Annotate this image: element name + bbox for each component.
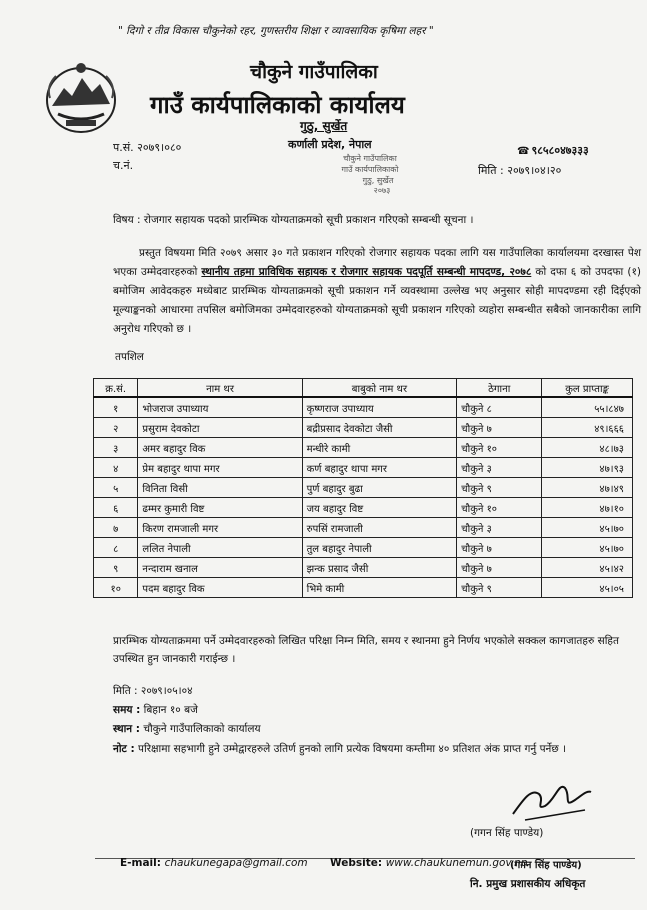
table-row — [94, 418, 633, 438]
cell-serial: २ — [94, 418, 138, 438]
exam-time — [113, 703, 198, 717]
cell-score: ४५।७० — [542, 538, 633, 558]
stamp-line-1: चौकुने गाउँपालिका — [343, 154, 397, 163]
cell-name: प्रसुराम देवकोटा — [138, 418, 302, 438]
cell-father: पुर्ण बहादुर बुढा — [302, 478, 457, 498]
org-name: चौकुने गाउँपालिका — [250, 61, 378, 83]
cell-serial: ३ — [94, 438, 138, 458]
stamp-line-4: २०७३ — [373, 186, 391, 195]
footer-website — [330, 857, 527, 869]
website-value: www.chaukunemun.gov.np — [385, 857, 528, 869]
cell-father: कृष्णराज उपाध्याय — [302, 397, 457, 418]
phone-icon: ☎ — [517, 146, 530, 157]
cell-name: विनिता विसी — [138, 478, 302, 498]
cell-father: झन्क प्रसाद जैसी — [302, 558, 457, 578]
cell-father: रुपसिं रामजाली — [302, 518, 457, 538]
phone-number — [517, 143, 589, 158]
stamp-line-2: गाउँ कार्यपालिकाको — [341, 165, 399, 174]
body-text-1: प्रस्तुत विषयमा मिति २०७९ असार ३० गते प्रकाशन गरिएको रोजगार सहायक पदका लागि यस गाउँपालिका कार्यालयमा दरखास्त पेश भएका उम्मेदवारहरुको — [113, 247, 641, 278]
cell-address: चौकुने ८ — [457, 397, 542, 418]
cell-address: चौकुने ७ — [457, 538, 542, 558]
exam-place-value: चौकुने गाउँपालिकाको कार्यालय — [140, 723, 261, 735]
cell-score: ४७।४९ — [542, 478, 633, 498]
office-location: गुठु, सुर्खेत — [300, 119, 348, 133]
col-address: ठेगाना — [457, 379, 542, 398]
cell-name: नन्दाराम खनाल — [138, 558, 302, 578]
footer-email — [120, 857, 308, 869]
table-row — [94, 478, 633, 498]
schedule-heading: तपशिल — [115, 351, 144, 363]
body-text-2: को दफा ६ को उपदफा (१) बमोजिम आवेदकहरु मध्येबाट प्रारम्भिक योग्यताक्रमको सूची प्रकाशन गर्ने व्यवस्थामा उल्लेख भए अनुसार सोही मापदण्डमा रही दिईएको मूल्याङ्कनको आधारमा तपसिल बमोजिमका उम्मेदवारहरुको योग्यताक्रमको सूची प्रकाशन गरिएको व्यहोरा सम्बन्धीत सबैको जानकारीका लागि अनुरोध गरिएको छ । — [113, 266, 642, 335]
cell-address: चौकुने ७ — [457, 418, 542, 438]
nepal-emblem-logo — [42, 58, 120, 136]
cell-father: बद्रीप्रसाद देवकोटा जैसी — [302, 418, 457, 438]
cell-serial: १० — [94, 578, 138, 598]
exam-date — [113, 684, 193, 698]
exam-place — [113, 722, 261, 736]
cell-serial: ४ — [94, 458, 138, 478]
email-label: E-mail: — [120, 857, 161, 869]
cell-name: प्रेम बहादुर थापा मगर — [138, 458, 302, 478]
cell-address: चौकुने ९ — [457, 578, 542, 598]
exam-place-label: स्थान : — [113, 723, 140, 735]
col-father: बाबुको नाम थर — [302, 379, 457, 398]
col-name: नाम थर — [138, 379, 302, 398]
cell-score: ४८।७३ — [542, 438, 633, 458]
stamp-line-3: गुठु, सुर्खेत — [362, 176, 394, 185]
cell-serial: ८ — [94, 538, 138, 558]
table-row — [94, 458, 633, 478]
dispatch-number: च.नं. — [113, 159, 134, 172]
cell-address: चौकुने ७ — [457, 558, 542, 578]
cell-score: ४९।६६६ — [542, 418, 633, 438]
cell-serial: ५ — [94, 478, 138, 498]
body-underlined: स्थानीय तहमा प्राविधिक सहायक र रोजगार सहायक पदपूर्ति सम्बन्धी मापदण्ड, २०७८ — [201, 266, 532, 278]
cell-address: चौकुने १० — [457, 498, 542, 518]
signatory-name: (गगन सिंह पाण्डेय) — [470, 827, 544, 839]
cell-name: अमर बहादुर विक — [138, 438, 302, 458]
cell-score: ४५।७० — [542, 518, 633, 538]
table-row — [94, 397, 633, 418]
cell-serial: १ — [94, 397, 138, 418]
cell-father: तुल बहादुर नेपाली — [302, 538, 457, 558]
exam-note — [113, 740, 633, 758]
cell-name: किरण रामजाली मगर — [138, 518, 302, 538]
cell-address: चौकुने ९ — [457, 478, 542, 498]
table-row — [94, 578, 633, 598]
exam-date-label: मिति : — [113, 685, 138, 697]
officer-title: नि. प्रमुख प्रशासकीय अधिकृत — [470, 878, 586, 890]
cell-address: चौकुने ३ — [457, 458, 542, 478]
candidate-table — [93, 378, 633, 598]
cell-address: चौकुने ३ — [457, 518, 542, 538]
cell-name: पदम बहादुर विक — [138, 578, 302, 598]
table-row — [94, 438, 633, 458]
exam-time-value: बिहान १० बजे — [140, 704, 198, 716]
cell-name: ललित नेपाली — [138, 538, 302, 558]
office-stamp — [320, 150, 420, 196]
table-row — [94, 538, 633, 558]
exam-intro: प्रारम्भिक योग्यताक्रममा पर्ने उम्मेदवारहरुको लिखित परिक्षा निम्न मिति, समय र स्थानमा हुने निर्णय भएकोले सक्कल कागजातहरु सहित उपस्थित हुन जानकारी गराईन्छ । — [113, 635, 619, 665]
cell-score: ४५।०५ — [542, 578, 633, 598]
table-header-row — [94, 379, 633, 398]
office-name: गाउँ कार्यपालिकाको कार्यालय — [150, 91, 405, 119]
cell-name: भोजराज उपाध्याय — [138, 397, 302, 418]
table-row — [94, 498, 633, 518]
table-row — [94, 518, 633, 538]
cell-score: ४५।४२ — [542, 558, 633, 578]
cell-father: कर्ण बहादुर थापा मगर — [302, 458, 457, 478]
cell-score: ४७।१० — [542, 498, 633, 518]
cell-serial: ९ — [94, 558, 138, 578]
email-value: chaukunegapa@gmail.com — [164, 857, 308, 869]
signatory-name-overprint: (गगन सिंह पाण्डेय) — [510, 860, 582, 871]
letter-date: मिति : २०७९।०४।२० — [478, 164, 562, 177]
website-label: Website: — [330, 857, 383, 869]
cell-serial: ७ — [94, 518, 138, 538]
cell-father: भिमे कामी — [302, 578, 457, 598]
cell-name: ढम्मर कुमारी विष्ट — [138, 498, 302, 518]
exam-note-value: परिक्षामा सहभागी हुने उम्मेद्वारहरुले उतिर्ण हुनको लागि प्रत्येक विषयमा कम्तीमा ४० प्रतिशत अंक प्राप्त गर्नु पर्नेछ । — [134, 743, 567, 755]
col-score: कुल प्राप्ताङ्क — [542, 379, 633, 398]
exam-time-label: समय : — [113, 704, 141, 716]
exam-date-value: २०७९।०५।०४ — [137, 685, 193, 697]
phone-value: ९८५८०४७३३३ — [531, 144, 589, 157]
cell-score: ५५।८४७ — [542, 397, 633, 418]
cell-father: मन्धीरे कामी — [302, 438, 457, 458]
col-serial: क्र.सं. — [94, 379, 138, 398]
table-row — [94, 558, 633, 578]
handwritten-signature — [505, 770, 595, 830]
province-country: कर्णाली प्रदेश, नेपाल — [288, 138, 372, 151]
letter-number: प.सं. २०७९।०८० — [113, 141, 182, 154]
cell-score: ४७।९३ — [542, 458, 633, 478]
exam-note-label: नोट : — [113, 743, 135, 755]
subject-line: विषय : रोजगार सहायक पदको प्रारम्भिक योग्यताक्रमको सूची प्रकाशन गरिएको सम्बन्धी सूचना । — [113, 214, 474, 226]
cell-father: जय बहादुर विष्ट — [302, 498, 457, 518]
cell-address: चौकुने १० — [457, 438, 542, 458]
motto: " दिगो र तीव्र विकास चौकुनेको रहर, गुणस्तरीय शिक्षा र व्यावसायिक कृषिमा लहर " — [118, 25, 434, 37]
cell-serial: ६ — [94, 498, 138, 518]
body-paragraph — [113, 244, 641, 339]
